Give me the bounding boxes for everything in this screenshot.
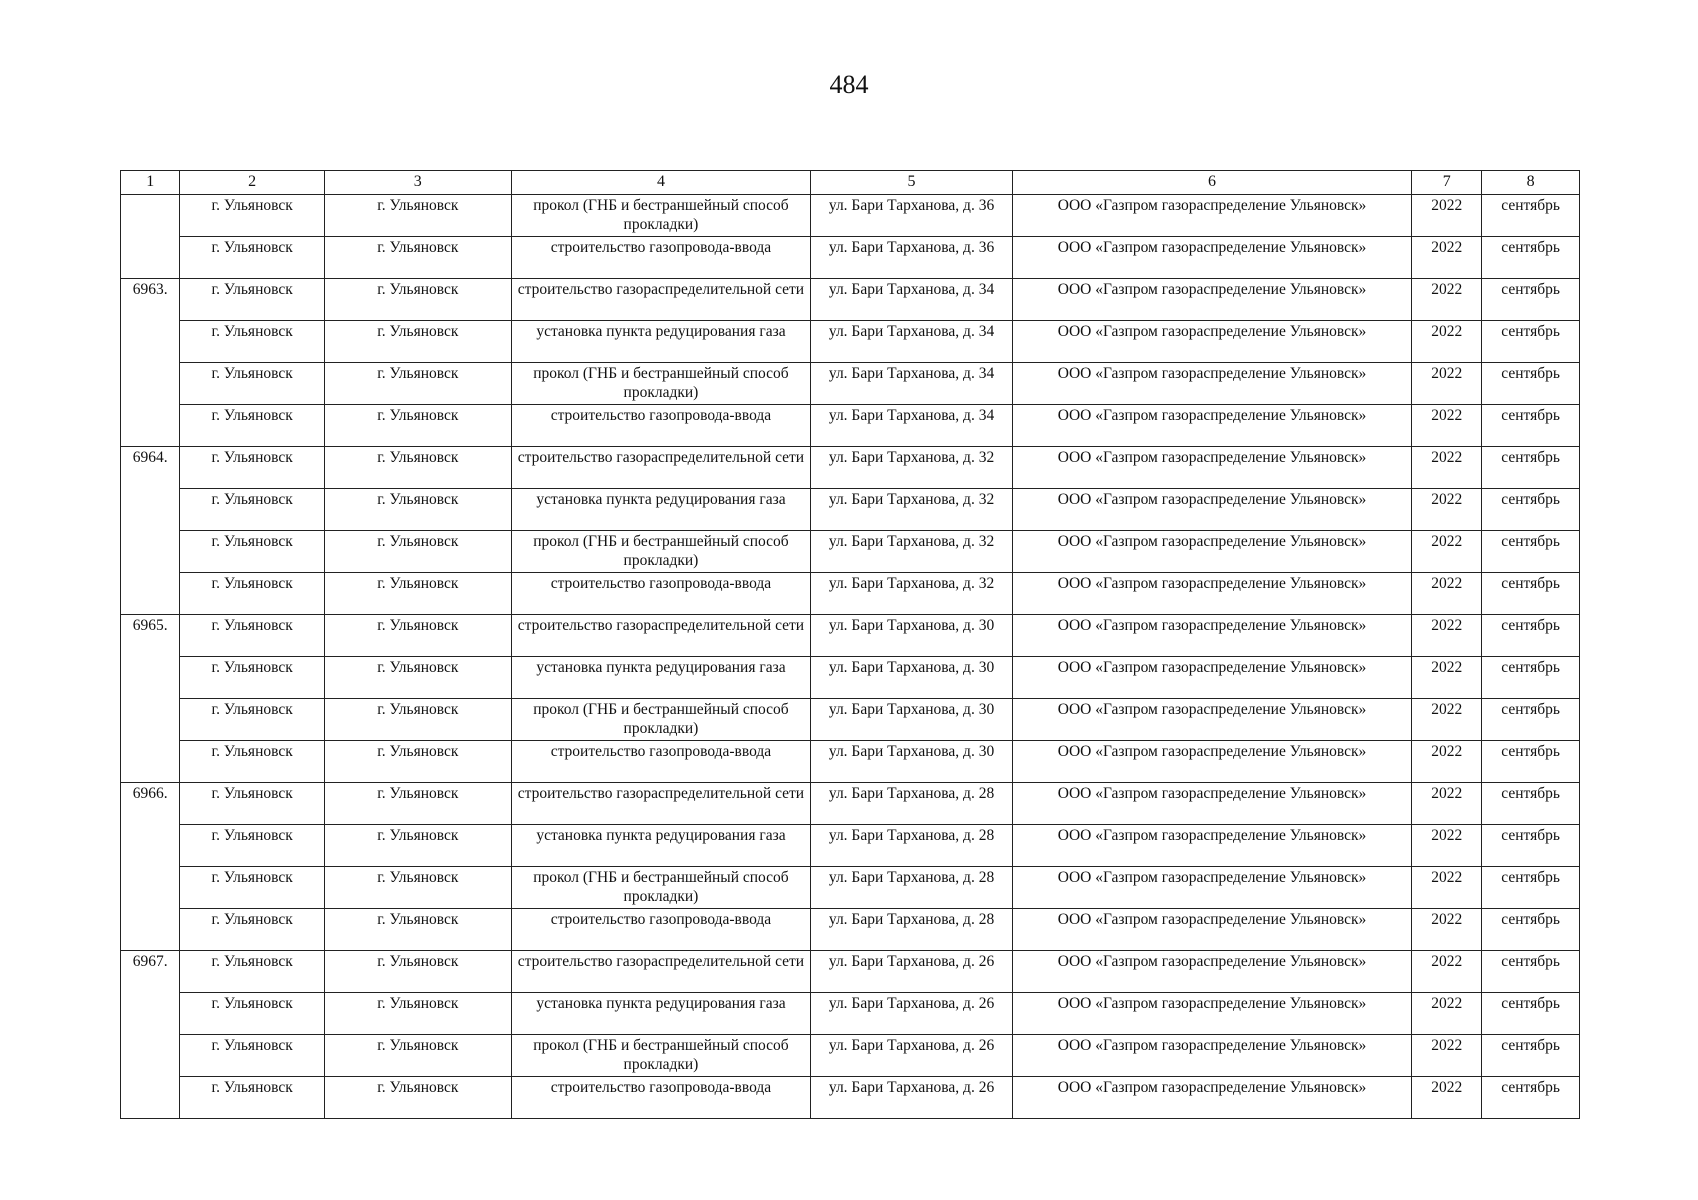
month-cell: сентябрь (1482, 447, 1580, 489)
organization-cell: ООО «Газпром газораспределение Ульяновск» (1012, 741, 1411, 783)
organization-cell: ООО «Газпром газораспределение Ульяновск» (1012, 783, 1411, 825)
settlement-cell: г. Ульяновск (324, 1077, 511, 1119)
municipality-cell: г. Ульяновск (180, 825, 324, 867)
month-cell: сентябрь (1482, 573, 1580, 615)
organization-cell: ООО «Газпром газораспределение Ульяновск» (1012, 489, 1411, 531)
column-header: 1 (121, 171, 180, 195)
table-row (121, 195, 1580, 237)
address-cell: ул. Бари Тарханова, д. 30 (811, 615, 1013, 657)
address-cell: ул. Бари Тарханова, д. 28 (811, 867, 1013, 909)
address-cell: ул. Бари Тарханова, д. 34 (811, 363, 1013, 405)
settlement-cell: г. Ульяновск (324, 993, 511, 1035)
work-type-cell: установка пункта редуцирования газа (511, 657, 810, 699)
document-sheet (120, 170, 1580, 1119)
address-cell: ул. Бари Тарханова, д. 30 (811, 657, 1013, 699)
column-header: 5 (811, 171, 1013, 195)
year-cell: 2022 (1412, 699, 1482, 741)
settlement-cell: г. Ульяновск (324, 237, 511, 279)
month-cell: сентябрь (1482, 237, 1580, 279)
address-cell: ул. Бари Тарханова, д. 26 (811, 1035, 1013, 1077)
table-row (121, 279, 1580, 321)
municipality-cell: г. Ульяновск (180, 531, 324, 573)
organization-cell: ООО «Газпром газораспределение Ульяновск» (1012, 1035, 1411, 1077)
year-cell: 2022 (1412, 195, 1482, 237)
table-row (121, 867, 1580, 909)
work-type-cell: установка пункта редуцирования газа (511, 321, 810, 363)
column-header: 2 (180, 171, 324, 195)
work-type-cell: прокол (ГНБ и бестраншейный способ прокладки) (511, 1035, 810, 1077)
work-type-cell: строительство газопровода-ввода (511, 237, 810, 279)
item-number-cell: 6966. (121, 783, 180, 951)
settlement-cell: г. Ульяновск (324, 825, 511, 867)
address-cell: ул. Бари Тарханова, д. 36 (811, 237, 1013, 279)
table-row (121, 405, 1580, 447)
municipality-cell: г. Ульяновск (180, 783, 324, 825)
month-cell: сентябрь (1482, 825, 1580, 867)
table-body (121, 195, 1580, 1119)
table-row (121, 321, 1580, 363)
month-cell: сентябрь (1482, 909, 1580, 951)
table-row (121, 825, 1580, 867)
municipality-cell: г. Ульяновск (180, 363, 324, 405)
municipality-cell: г. Ульяновск (180, 1035, 324, 1077)
organization-cell: ООО «Газпром газораспределение Ульяновск» (1012, 531, 1411, 573)
work-type-cell: строительство газопровода-ввода (511, 573, 810, 615)
year-cell: 2022 (1412, 489, 1482, 531)
year-cell: 2022 (1412, 279, 1482, 321)
item-number-cell (121, 195, 180, 279)
year-cell: 2022 (1412, 993, 1482, 1035)
work-type-cell: строительство газопровода-ввода (511, 909, 810, 951)
municipality-cell: г. Ульяновск (180, 615, 324, 657)
organization-cell: ООО «Газпром газораспределение Ульяновск» (1012, 699, 1411, 741)
month-cell: сентябрь (1482, 657, 1580, 699)
year-cell: 2022 (1412, 867, 1482, 909)
month-cell: сентябрь (1482, 993, 1580, 1035)
month-cell: сентябрь (1482, 279, 1580, 321)
column-header: 6 (1012, 171, 1411, 195)
work-type-cell: строительство газопровода-ввода (511, 405, 810, 447)
municipality-cell: г. Ульяновск (180, 1077, 324, 1119)
year-cell: 2022 (1412, 615, 1482, 657)
table-row (121, 909, 1580, 951)
address-cell: ул. Бари Тарханова, д. 26 (811, 951, 1013, 993)
month-cell: сентябрь (1482, 489, 1580, 531)
year-cell: 2022 (1412, 1077, 1482, 1119)
work-type-cell: прокол (ГНБ и бестраншейный способ прокладки) (511, 363, 810, 405)
municipality-cell: г. Ульяновск (180, 741, 324, 783)
address-cell: ул. Бари Тарханова, д. 26 (811, 1077, 1013, 1119)
settlement-cell: г. Ульяновск (324, 531, 511, 573)
year-cell: 2022 (1412, 531, 1482, 573)
organization-cell: ООО «Газпром газораспределение Ульяновск» (1012, 321, 1411, 363)
work-type-cell: прокол (ГНБ и бестраншейный способ прокладки) (511, 531, 810, 573)
table-row (121, 993, 1580, 1035)
address-cell: ул. Бари Тарханова, д. 30 (811, 699, 1013, 741)
settlement-cell: г. Ульяновск (324, 489, 511, 531)
month-cell: сентябрь (1482, 741, 1580, 783)
column-header: 3 (324, 171, 511, 195)
table-header-row (121, 171, 1580, 195)
item-number-cell: 6964. (121, 447, 180, 615)
organization-cell: ООО «Газпром газораспределение Ульяновск» (1012, 279, 1411, 321)
month-cell: сентябрь (1482, 531, 1580, 573)
municipality-cell: г. Ульяновск (180, 657, 324, 699)
settlement-cell: г. Ульяновск (324, 741, 511, 783)
table-row (121, 489, 1580, 531)
settlement-cell: г. Ульяновск (324, 405, 511, 447)
municipality-cell: г. Ульяновск (180, 447, 324, 489)
year-cell: 2022 (1412, 447, 1482, 489)
work-type-cell: строительство газораспределительной сети (511, 783, 810, 825)
municipality-cell: г. Ульяновск (180, 573, 324, 615)
year-cell: 2022 (1412, 237, 1482, 279)
address-cell: ул. Бари Тарханова, д. 36 (811, 195, 1013, 237)
column-header: 7 (1412, 171, 1482, 195)
column-header: 4 (511, 171, 810, 195)
organization-cell: ООО «Газпром газораспределение Ульяновск» (1012, 951, 1411, 993)
item-number-cell: 6963. (121, 279, 180, 447)
table-row (121, 699, 1580, 741)
year-cell: 2022 (1412, 783, 1482, 825)
work-type-cell: строительство газораспределительной сети (511, 615, 810, 657)
organization-cell: ООО «Газпром газораспределение Ульяновск» (1012, 867, 1411, 909)
address-cell: ул. Бари Тарханова, д. 34 (811, 405, 1013, 447)
municipality-cell: г. Ульяновск (180, 405, 324, 447)
settlement-cell: г. Ульяновск (324, 867, 511, 909)
table-row (121, 783, 1580, 825)
month-cell: сентябрь (1482, 615, 1580, 657)
municipality-cell: г. Ульяновск (180, 951, 324, 993)
month-cell: сентябрь (1482, 363, 1580, 405)
work-type-cell: прокол (ГНБ и бестраншейный способ прокладки) (511, 699, 810, 741)
organization-cell: ООО «Газпром газораспределение Ульяновск» (1012, 825, 1411, 867)
address-cell: ул. Бари Тарханова, д. 32 (811, 489, 1013, 531)
work-type-cell: строительство газораспределительной сети (511, 279, 810, 321)
year-cell: 2022 (1412, 951, 1482, 993)
item-number-cell: 6967. (121, 951, 180, 1119)
year-cell: 2022 (1412, 405, 1482, 447)
month-cell: сентябрь (1482, 1077, 1580, 1119)
item-number-cell: 6965. (121, 615, 180, 783)
work-type-cell: строительство газораспределительной сети (511, 951, 810, 993)
address-cell: ул. Бари Тарханова, д. 34 (811, 279, 1013, 321)
address-cell: ул. Бари Тарханова, д. 32 (811, 573, 1013, 615)
month-cell: сентябрь (1482, 951, 1580, 993)
organization-cell: ООО «Газпром газораспределение Ульяновск» (1012, 1077, 1411, 1119)
address-cell: ул. Бари Тарханова, д. 30 (811, 741, 1013, 783)
address-cell: ул. Бари Тарханова, д. 28 (811, 783, 1013, 825)
work-type-cell: установка пункта редуцирования газа (511, 993, 810, 1035)
month-cell: сентябрь (1482, 699, 1580, 741)
table-row (121, 531, 1580, 573)
settlement-cell: г. Ульяновск (324, 363, 511, 405)
settlement-cell: г. Ульяновск (324, 1035, 511, 1077)
table-row (121, 1035, 1580, 1077)
organization-cell: ООО «Газпром газораспределение Ульяновск» (1012, 237, 1411, 279)
settlement-cell: г. Ульяновск (324, 657, 511, 699)
address-cell: ул. Бари Тарханова, д. 34 (811, 321, 1013, 363)
year-cell: 2022 (1412, 1035, 1482, 1077)
table-row (121, 615, 1580, 657)
settlement-cell: г. Ульяновск (324, 951, 511, 993)
work-type-cell: строительство газопровода-ввода (511, 1077, 810, 1119)
table-row (121, 657, 1580, 699)
work-type-cell: прокол (ГНБ и бестраншейный способ прокладки) (511, 195, 810, 237)
table-row (121, 741, 1580, 783)
municipality-cell: г. Ульяновск (180, 867, 324, 909)
municipality-cell: г. Ульяновск (180, 321, 324, 363)
year-cell: 2022 (1412, 909, 1482, 951)
table-row (121, 1077, 1580, 1119)
address-cell: ул. Бари Тарханова, д. 28 (811, 909, 1013, 951)
work-type-cell: строительство газопровода-ввода (511, 741, 810, 783)
organization-cell: ООО «Газпром газораспределение Ульяновск» (1012, 993, 1411, 1035)
municipality-cell: г. Ульяновск (180, 489, 324, 531)
settlement-cell: г. Ульяновск (324, 573, 511, 615)
year-cell: 2022 (1412, 321, 1482, 363)
settlement-cell: г. Ульяновск (324, 447, 511, 489)
month-cell: сентябрь (1482, 321, 1580, 363)
organization-cell: ООО «Газпром газораспределение Ульяновск» (1012, 405, 1411, 447)
work-type-cell: строительство газораспределительной сети (511, 447, 810, 489)
table-row (121, 447, 1580, 489)
month-cell: сентябрь (1482, 195, 1580, 237)
organization-cell: ООО «Газпром газораспределение Ульяновск» (1012, 573, 1411, 615)
work-type-cell: прокол (ГНБ и бестраншейный способ прокладки) (511, 867, 810, 909)
address-cell: ул. Бари Тарханова, д. 28 (811, 825, 1013, 867)
page-number: 484 (829, 70, 869, 99)
address-cell: ул. Бари Тарханова, д. 32 (811, 531, 1013, 573)
table-row (121, 237, 1580, 279)
month-cell: сентябрь (1482, 783, 1580, 825)
month-cell: сентябрь (1482, 1035, 1580, 1077)
organization-cell: ООО «Газпром газораспределение Ульяновск» (1012, 657, 1411, 699)
municipality-cell: г. Ульяновск (180, 993, 324, 1035)
organization-cell: ООО «Газпром газораспределение Ульяновск» (1012, 447, 1411, 489)
settlement-cell: г. Ульяновск (324, 699, 511, 741)
organization-cell: ООО «Газпром газораспределение Ульяновск» (1012, 909, 1411, 951)
settlement-cell: г. Ульяновск (324, 783, 511, 825)
municipality-cell: г. Ульяновск (180, 909, 324, 951)
settlement-cell: г. Ульяновск (324, 909, 511, 951)
municipality-cell: г. Ульяновск (180, 195, 324, 237)
table-row (121, 363, 1580, 405)
year-cell: 2022 (1412, 363, 1482, 405)
month-cell: сентябрь (1482, 867, 1580, 909)
settlement-cell: г. Ульяновск (324, 195, 511, 237)
month-cell: сентябрь (1482, 405, 1580, 447)
settlement-cell: г. Ульяновск (324, 615, 511, 657)
work-type-cell: установка пункта редуцирования газа (511, 825, 810, 867)
organization-cell: ООО «Газпром газораспределение Ульяновск» (1012, 615, 1411, 657)
address-cell: ул. Бари Тарханова, д. 26 (811, 993, 1013, 1035)
year-cell: 2022 (1412, 741, 1482, 783)
municipality-cell: г. Ульяновск (180, 237, 324, 279)
municipality-cell: г. Ульяновск (180, 699, 324, 741)
year-cell: 2022 (1412, 657, 1482, 699)
organization-cell: ООО «Газпром газораспределение Ульяновск» (1012, 195, 1411, 237)
organization-cell: ООО «Газпром газораспределение Ульяновск» (1012, 363, 1411, 405)
work-type-cell: установка пункта редуцирования газа (511, 489, 810, 531)
table-row (121, 573, 1580, 615)
settlement-cell: г. Ульяновск (324, 321, 511, 363)
municipality-cell: г. Ульяновск (180, 279, 324, 321)
year-cell: 2022 (1412, 573, 1482, 615)
table-row (121, 951, 1580, 993)
year-cell: 2022 (1412, 825, 1482, 867)
address-cell: ул. Бари Тарханова, д. 32 (811, 447, 1013, 489)
settlement-cell: г. Ульяновск (324, 279, 511, 321)
column-header: 8 (1482, 171, 1580, 195)
data-table (120, 170, 1580, 1119)
